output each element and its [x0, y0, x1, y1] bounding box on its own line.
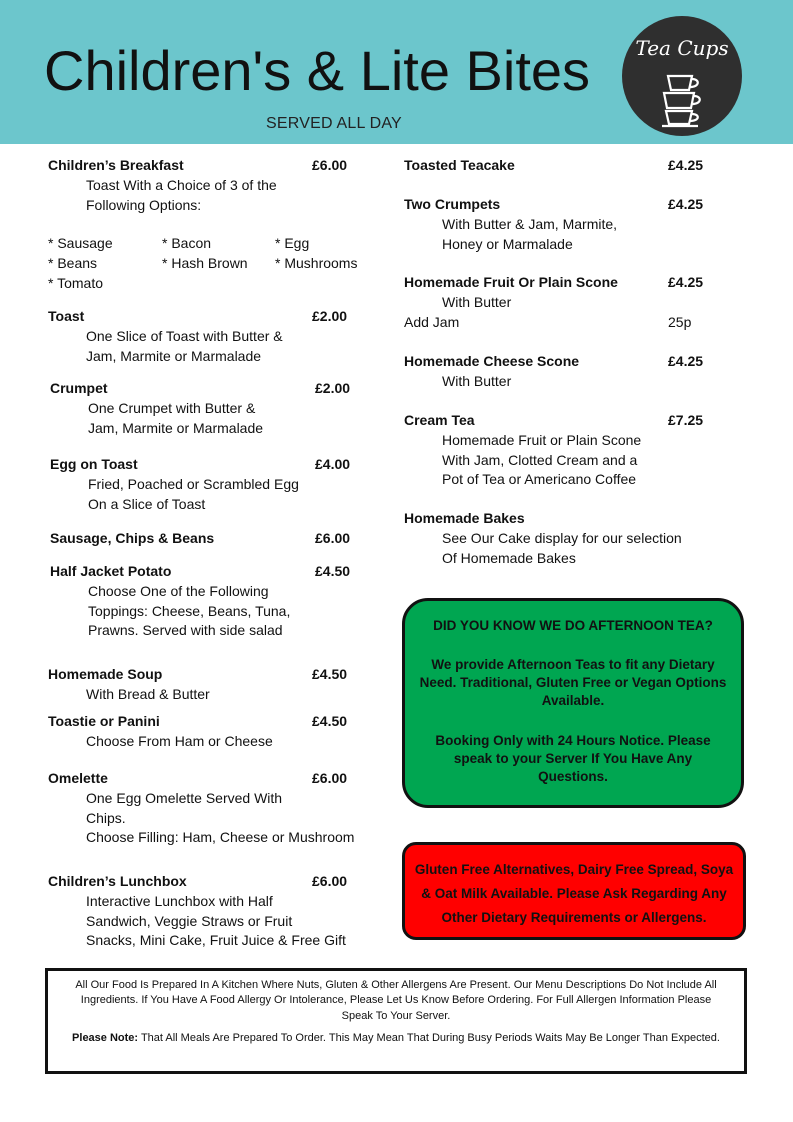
option-hash-brown: * Hash Brown: [162, 255, 248, 271]
disclaimer-paragraph: All Our Food Is Prepared In A Kitchen Where Nuts, Gluten & Other Allergens Are Present. Our Menu Descriptions Do Not Include All Ingredients. If You Have A Food Allergy Or Intolerance, Please Let Us Know Before Ordering. For Full Allergen Information Please Speak To Your Server.: [75, 979, 717, 1022]
item-description: Toppings: Cheese, Beans, Tuna,: [88, 602, 291, 619]
menu-item-toasted-teacake: [404, 156, 744, 176]
page-subtitle: SERVED ALL DAY: [266, 115, 402, 132]
item-description: Toast With a Choice of 3 of the: [86, 177, 277, 193]
add-jam-price: 25p: [668, 313, 692, 330]
item-description: With Butter: [442, 373, 512, 389]
afternoon-tea-booking-note: Booking Only with 24 Hours Notice. Please speak to your Server If You Have Any Questions.: [435, 733, 711, 784]
item-price: £6.00: [315, 530, 351, 546]
item-price: £2.00: [315, 380, 351, 396]
item-price: £6.00: [312, 873, 348, 889]
item-name: Crumpet: [50, 380, 108, 396]
item-price: £6.00: [312, 157, 348, 173]
menu-item-homemade-bakes: [404, 509, 744, 568]
item-price: £4.50: [312, 713, 348, 729]
item-description: With Butter & Jam, Marmite,: [442, 216, 618, 232]
menu-item-two-crumpets: [404, 195, 744, 254]
item-description: With Jam, Clotted Cream and a: [442, 451, 638, 468]
item-name: Sausage, Chips & Beans: [50, 530, 215, 546]
item-name: Homemade Fruit Or Plain Scone: [404, 274, 618, 290]
item-name: Toastie or Panini: [48, 713, 160, 729]
menu-item-crumpet: [50, 379, 380, 438]
item-description: Choose Filling: Ham, Cheese or Mushroom: [86, 829, 355, 846]
item-price: £4.25: [668, 274, 704, 290]
item-description: Pot of Tea or Americano Coffee: [442, 471, 637, 488]
allergen-alternatives-callout: [402, 842, 746, 940]
page-title: Children's & Lite Bites: [44, 39, 591, 102]
item-price: £2.00: [312, 308, 348, 324]
item-name: Homemade Cheese Scone: [404, 353, 580, 369]
item-price: £4.00: [315, 456, 351, 472]
item-description: Of Homemade Bakes: [442, 549, 576, 566]
item-name: Omelette: [48, 770, 108, 786]
item-name: Homemade Soup: [48, 666, 163, 682]
option-beans: * Beans: [48, 255, 98, 271]
menu-item-toastie-panini: [48, 712, 378, 752]
menu-item-cream-tea: [404, 411, 744, 490]
item-description: One Crumpet with Butter &: [88, 400, 256, 416]
item-price: £6.00: [312, 770, 348, 786]
item-description: Interactive Lunchbox with Half: [86, 893, 273, 909]
option-bacon: * Bacon: [162, 235, 212, 251]
option-tomato: * Tomato: [48, 275, 103, 291]
header-banner: [0, 0, 793, 144]
item-name: Two Crumpets: [404, 196, 501, 212]
item-description: On a Slice of Toast: [88, 495, 206, 512]
menu-item-omelette: [48, 769, 378, 848]
menu-item-cheese-scone: [404, 352, 744, 392]
item-description: One Slice of Toast with Butter &: [86, 328, 283, 344]
tea-cups-logo: [622, 16, 742, 136]
menu-item-toast: [48, 307, 378, 366]
item-price: £4.25: [668, 196, 704, 212]
item-price: £4.50: [315, 563, 351, 579]
item-description: Snacks, Mini Cake, Fruit Juice & Free Gift: [86, 932, 346, 949]
item-description: Homemade Fruit or Plain Scone: [442, 432, 642, 448]
item-description: Sandwich, Veggie Straws or Fruit: [86, 912, 293, 929]
item-description: See Our Cake display for our selection: [442, 530, 682, 546]
item-description: Following Options:: [86, 196, 202, 213]
item-description: Jam, Marmite or Marmalade: [88, 419, 264, 436]
afternoon-tea-paragraph: We provide Afternoon Teas to fit any Dietary Need. Traditional, Gluten Free or Vegan Options Available.: [419, 657, 727, 708]
item-name: Half Jacket Potato: [50, 563, 172, 579]
item-description: Choose One of the Following: [88, 583, 269, 599]
item-description: Chips.: [86, 809, 126, 826]
item-price: £4.25: [668, 157, 704, 173]
add-jam-label: Add Jam: [404, 313, 460, 330]
item-name: Children’s Lunchbox: [48, 873, 187, 889]
menu-item-egg-on-toast: [50, 455, 380, 514]
item-description: With Butter: [442, 294, 512, 310]
menu-item-fruit-scone: [404, 273, 744, 333]
allergen-alternatives-text: Gluten Free Alternatives, Dairy Free Spread, Soya & Oat Milk Available. Please Ask Regarding Any Other Dietary Requirements or Allergens.: [414, 862, 734, 925]
menu-item-homemade-soup: [48, 665, 378, 705]
item-description: Choose From Ham or Cheese: [86, 733, 273, 749]
item-name: Children’s Breakfast: [48, 157, 184, 173]
menu-item-childrens-lunchbox: [48, 872, 378, 951]
item-description: Jam, Marmite or Marmalade: [86, 347, 262, 364]
item-description: Honey or Marmalade: [442, 235, 573, 252]
item-name: Homemade Bakes: [404, 510, 525, 526]
logo-text: Tea Cups: [635, 36, 729, 60]
afternoon-tea-heading: DID YOU KNOW WE DO AFTERNOON TEA?: [433, 618, 713, 633]
option-sausage: * Sausage: [48, 235, 113, 251]
option-mushrooms: * Mushrooms: [275, 255, 358, 271]
menu-item-sausage-chips-beans: [50, 529, 380, 549]
menu-item-half-jacket-potato: [50, 562, 380, 641]
item-description: With Bread & Butter: [86, 686, 210, 702]
stacked-cups-icon: [658, 66, 708, 128]
disclaimer-note: [66, 1031, 726, 1046]
menu-item-childrens-breakfast: [48, 156, 378, 215]
item-description: Prawns. Served with side salad: [88, 622, 283, 639]
item-name: Cream Tea: [404, 412, 475, 428]
item-description: Fried, Poached or Scrambled Egg: [88, 476, 299, 492]
item-name: Toasted Teacake: [404, 157, 515, 173]
item-name: Egg on Toast: [50, 456, 138, 472]
note-label: Please Note:: [72, 1032, 139, 1045]
item-price: £4.50: [312, 666, 348, 682]
item-description: One Egg Omelette Served With: [86, 790, 283, 806]
afternoon-tea-callout: [402, 598, 744, 808]
item-price: £7.25: [668, 412, 704, 428]
item-price: £4.25: [668, 353, 704, 369]
item-name: Toast: [48, 308, 85, 324]
allergen-disclaimer: [45, 968, 747, 1074]
option-egg: * Egg: [275, 235, 310, 251]
note-text: That All Meals Are Prepared To Order. This May Mean That During Busy Periods Waits May Be Longer Than Expected.: [140, 1032, 720, 1045]
